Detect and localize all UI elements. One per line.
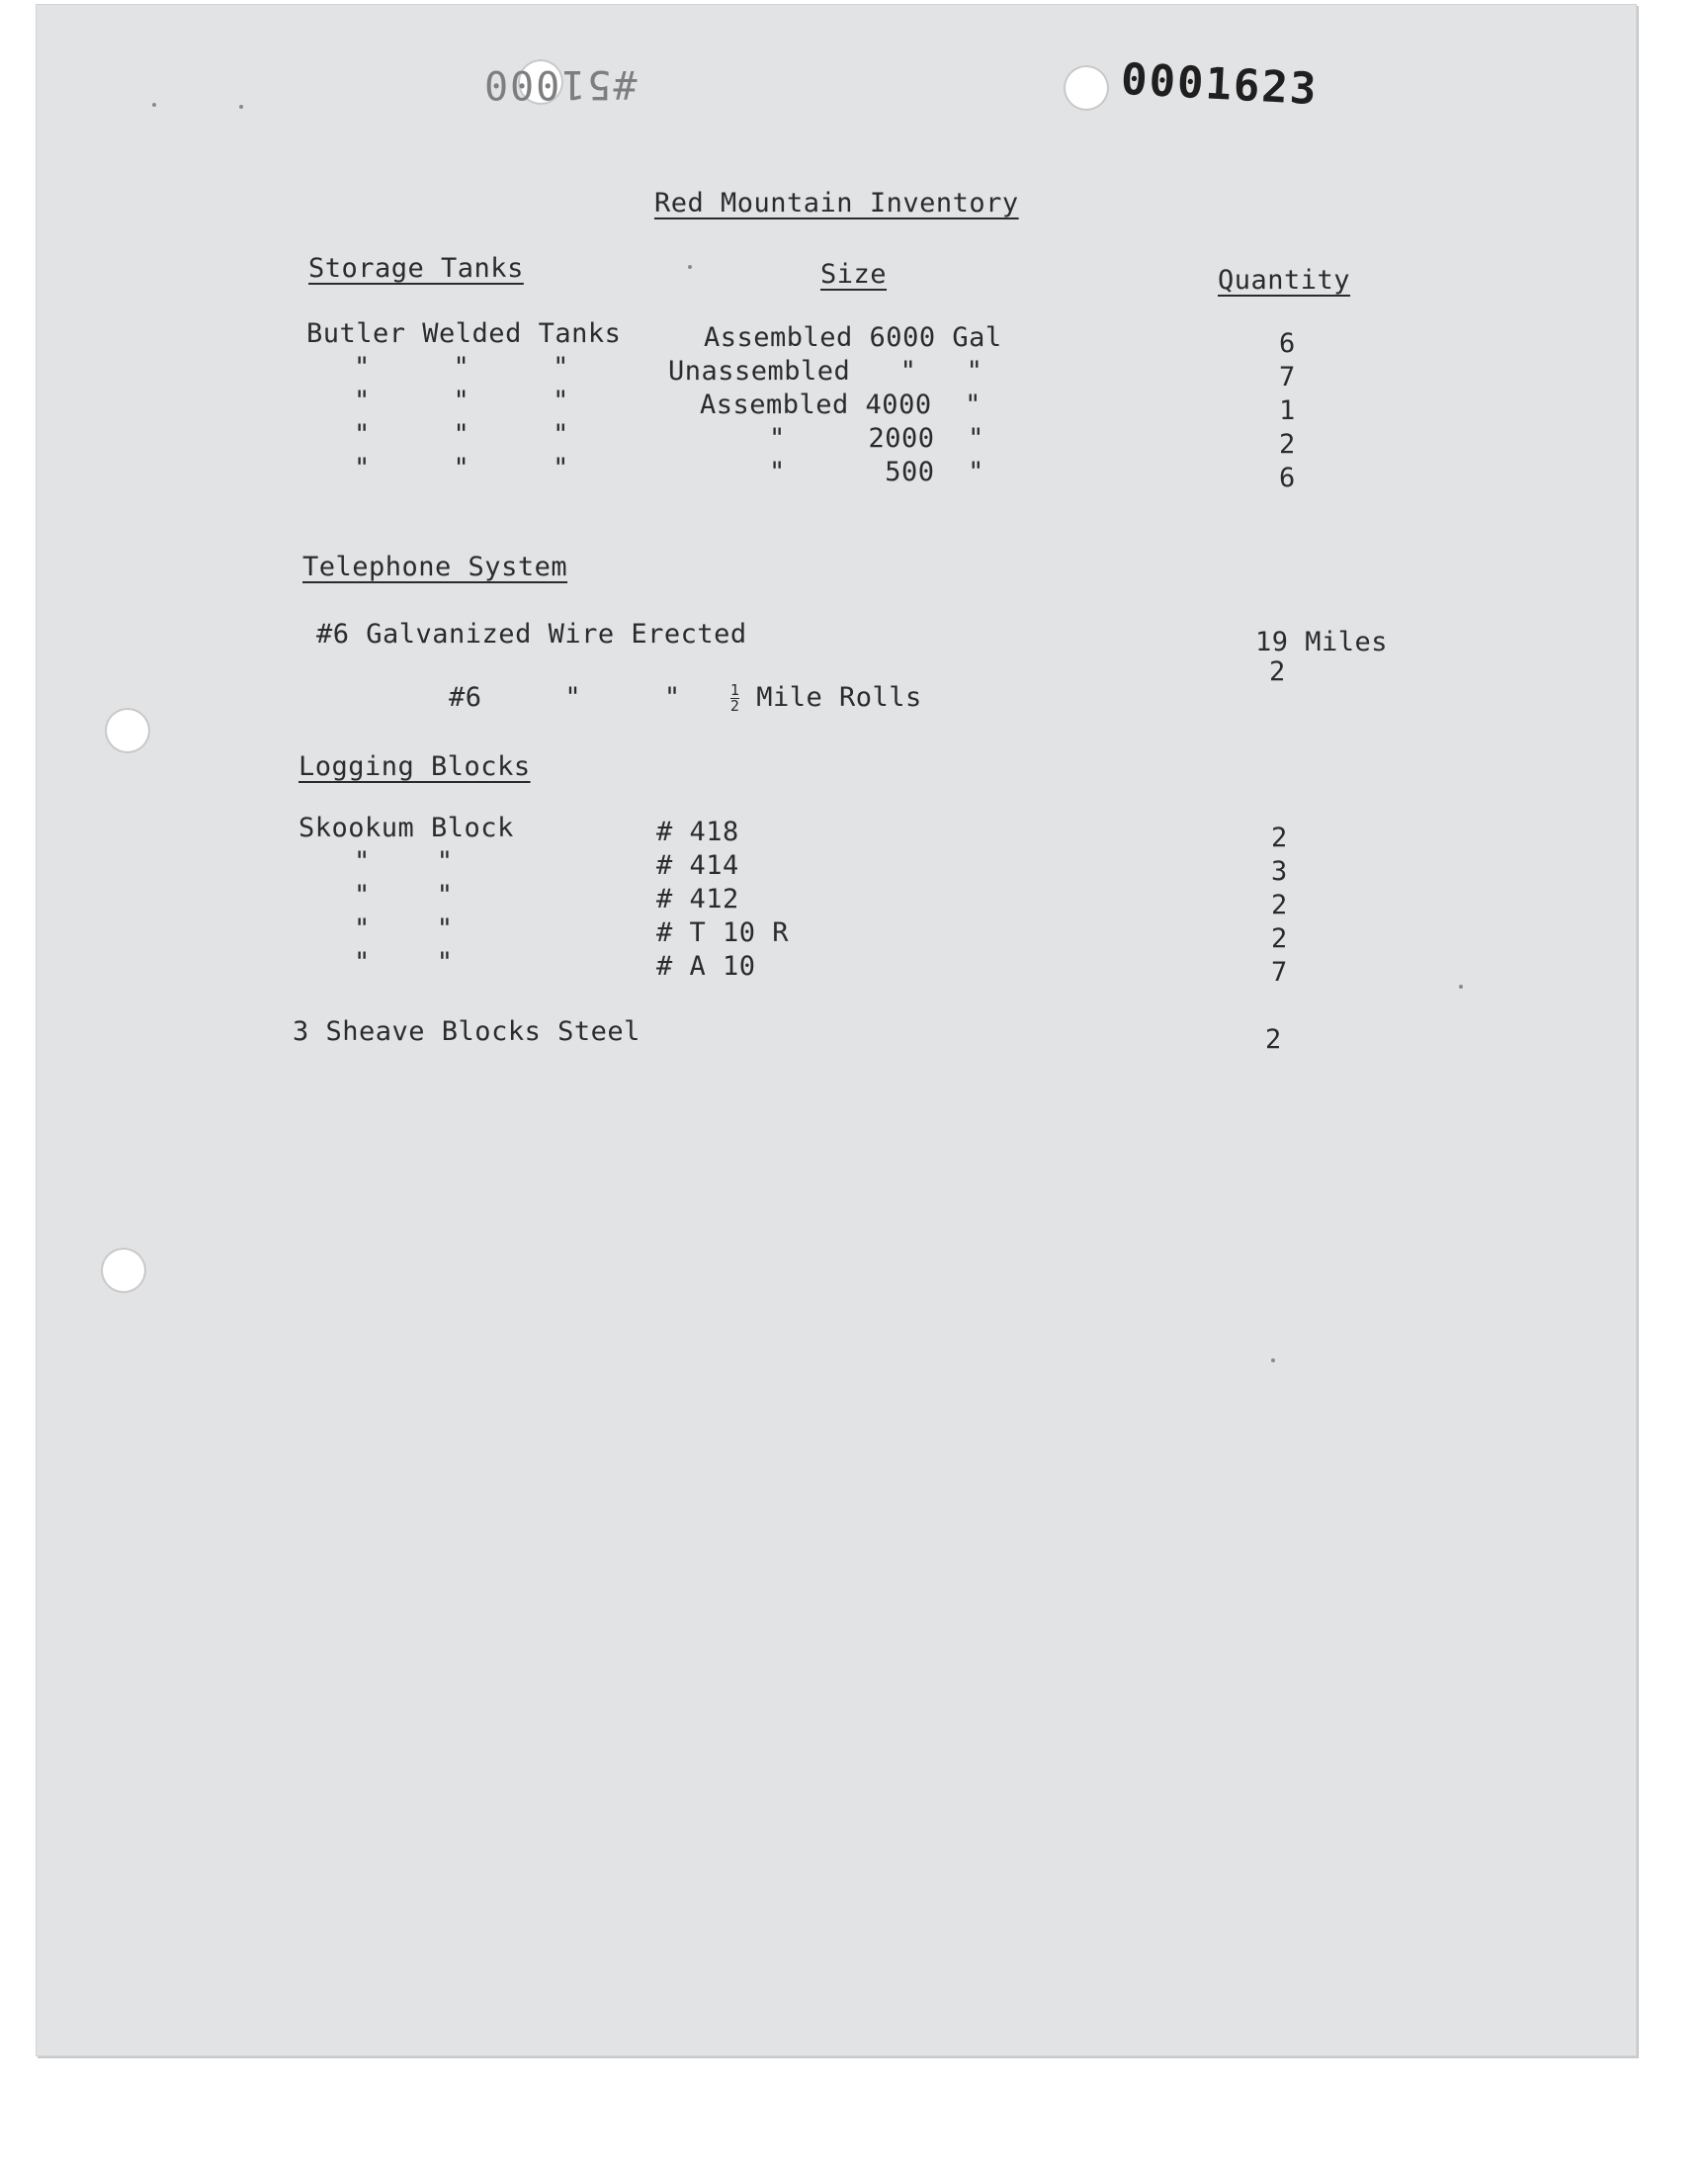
item-cell: Butler Welded Tanks (306, 318, 622, 349)
quantity-cell: 6 (1279, 463, 1296, 493)
item-cell: #6 Galvanized Wire Erected (316, 619, 747, 650)
model-cell: # T 10 R (656, 917, 790, 948)
item-cell: Skookum Block (299, 813, 514, 843)
item-cell (316, 651, 922, 745)
quantity-heading: Quantity (1218, 265, 1351, 296)
punch-hole-middle (105, 708, 150, 753)
punch-hole-top-right (1064, 65, 1109, 111)
logging-blocks-heading: Logging Blocks (299, 751, 531, 782)
quantity-cell: 2 (1279, 429, 1296, 460)
document-sheet (36, 4, 1637, 2056)
item-cell: " " " (354, 386, 569, 416)
item-prefix: #6 " " (449, 682, 681, 713)
telephone-system-heading: Telephone System (302, 552, 568, 582)
quantity-cell: 7 (1271, 957, 1288, 988)
model-cell: # 418 (656, 817, 739, 847)
model-cell: # 414 (656, 850, 739, 881)
quantity-cell: 1 (1279, 395, 1296, 426)
quantity-cell: 2 (1271, 923, 1288, 954)
size-cell: " 500 " (769, 457, 984, 487)
quantity-cell: 6 (1279, 328, 1296, 359)
quantity-cell: 2 (1271, 890, 1288, 920)
punch-hole-lower (101, 1248, 146, 1293)
size-cell: " 2000 " (769, 423, 984, 454)
item-cell: " " (354, 947, 454, 978)
item-cell: " " " (354, 419, 569, 450)
quantity-cell: 3 (1271, 856, 1288, 887)
size-cell: Assembled 4000 " (700, 390, 982, 420)
size-cell: Unassembled " " (668, 356, 983, 387)
item-cell: " " " (354, 352, 569, 383)
quantity-cell: 7 (1279, 362, 1296, 392)
quantity-cell: 19 Miles (1255, 627, 1389, 657)
storage-tanks-heading: Storage Tanks (308, 253, 524, 284)
size-cell: Assembled 6000 Gal (704, 322, 1002, 353)
item-cell: " " (354, 914, 454, 944)
half-fraction: $\frac{1}{2}$ (729, 681, 740, 715)
item-suffix: Mile Rolls (756, 682, 922, 713)
model-cell: # A 10 (656, 951, 756, 982)
item-cell: 3 Sheave Blocks Steel (293, 1016, 640, 1047)
model-cell: # 412 (656, 884, 739, 914)
item-cell: " " " (354, 453, 569, 483)
quantity-cell: 2 (1271, 823, 1288, 853)
quantity-cell: 2 (1265, 1024, 1282, 1055)
item-cell: " " (354, 880, 454, 911)
quantity-cell: 2 (1269, 656, 1286, 687)
faint-document-number: #51000 (482, 61, 638, 107)
size-heading: Size (820, 259, 888, 290)
item-cell: " " (354, 846, 454, 877)
page-title: Red Mountain Inventory (654, 188, 1019, 218)
document-number: 0001623 (1119, 53, 1320, 116)
